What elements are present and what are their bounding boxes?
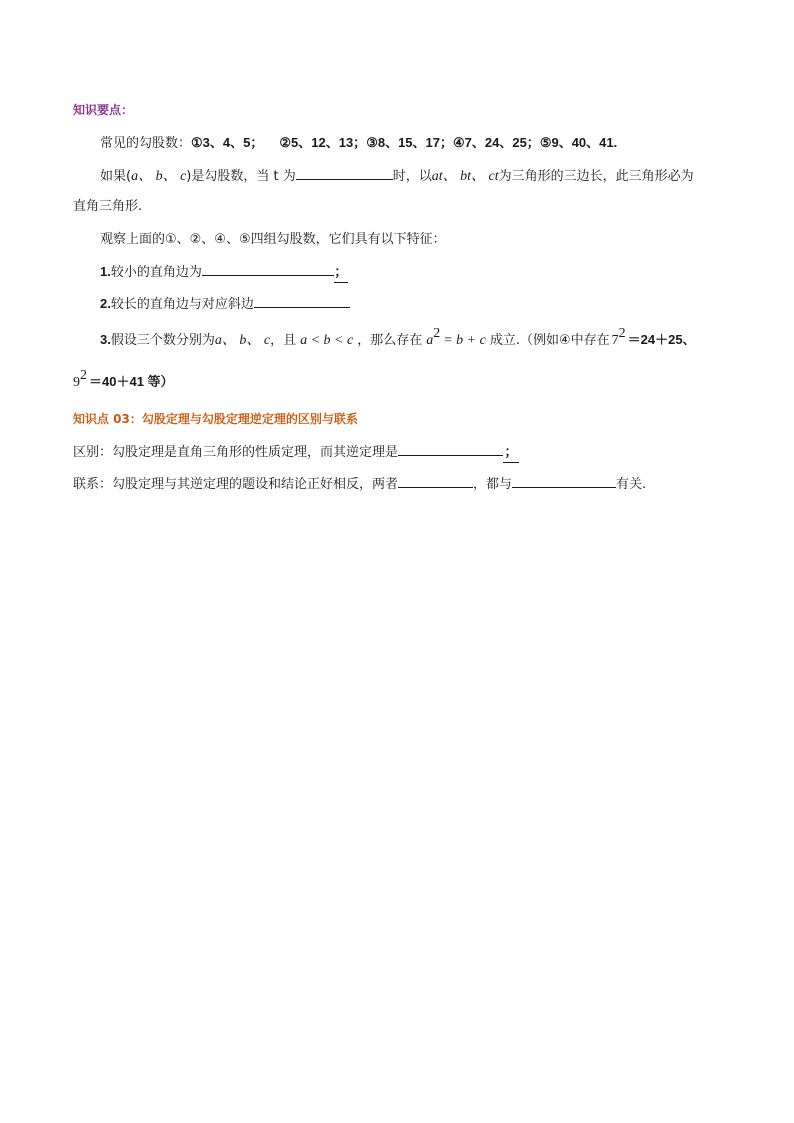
feature-3 [100,326,696,350]
heading-knowledge-points: 知识要点： [73,103,134,117]
blank-longer-leg-hypotenuse[interactable] [254,294,350,308]
heading-knowledge-point-03: 知识点 03：勾股定理与勾股定理逆定理的区别与联系 [73,412,358,426]
text-triangle-sides: 为三角形的三边长，此三角形必为 [498,169,694,184]
text-then: 时，以 [392,169,432,184]
multiple-triple-line [100,166,694,186]
feature-3-example-lead: 成立.（例如④中存在 [489,333,610,348]
feature-3-continued [73,368,174,392]
nine: 9 [73,375,80,390]
abc-vars: a、 b、 c [131,169,187,184]
text-when-t: )是勾股数，当 t 为 [186,169,296,184]
observation-intro: 观察上面的①、②、④、⑤四组勾股数，它们具有以下特征： [100,232,446,247]
feature-2-number: 2. [100,296,111,311]
exponent-nine: 2 [80,368,87,383]
triples-lead: 常见的勾股数： [100,136,192,151]
triple-4: ④7、24、25； [453,135,540,150]
text-if: 如果( [100,169,132,184]
feature-3-and: ，且 [270,333,297,348]
pythagorean-triples-line [100,134,617,153]
inequality: a < b < c [300,333,354,348]
feature-2-text: 较长的直角边与对应斜边 [110,297,254,312]
feature-3-exists: ，那么存在 [357,333,423,348]
var-a: a [426,333,434,348]
feature-1-semicolon: ； [334,264,348,283]
scaled-terms: at、 bt、 ct [431,169,499,184]
triple-5: ⑤9、40、41. [539,135,618,150]
triple-3: ③8、15、17； [366,135,453,150]
exponent-seven: 2 [618,326,626,341]
difference-text: 区别：勾股定理是直角三角形的性质定理，而其逆定理是 [73,445,399,460]
connection-end: 有关. [616,477,647,492]
feature-3-text: 假设三个数分别为 [110,333,215,348]
example-nine-equation: ＝40＋41 等） [89,374,174,389]
feature-2 [100,294,350,314]
triple-2: ②5、12、13； [279,135,367,150]
blank-shorter-leg[interactable] [202,262,334,276]
blank-related-to[interactable] [512,474,616,488]
feature-3-number: 3. [100,332,111,347]
example-seven-equation: ＝24＋25、 [627,332,696,347]
blank-converse-theorem[interactable] [398,442,503,456]
equation-b-plus-c: = b + c [443,333,486,348]
feature-1-number: 1. [100,264,111,279]
seven: 7 [611,333,619,348]
blank-both[interactable] [398,474,473,488]
connection-line [73,474,646,494]
connection-mid: ，都与 [473,477,513,492]
feature-1 [100,262,348,283]
blank-t-value[interactable] [296,166,393,180]
connection-text: 联系：勾股定理与其逆定理的题设和结论正好相反，两者 [73,477,399,492]
right-triangle-conclusion: 直角三角形. [73,199,143,214]
feature-1-text: 较小的直角边为 [110,265,202,280]
triple-1: ①3、4、5； [191,135,264,150]
difference-semicolon: ； [503,444,519,463]
difference-line [73,442,519,463]
feature-3-vars: a、 b、 c [214,333,271,348]
exponent-a: 2 [433,326,441,341]
